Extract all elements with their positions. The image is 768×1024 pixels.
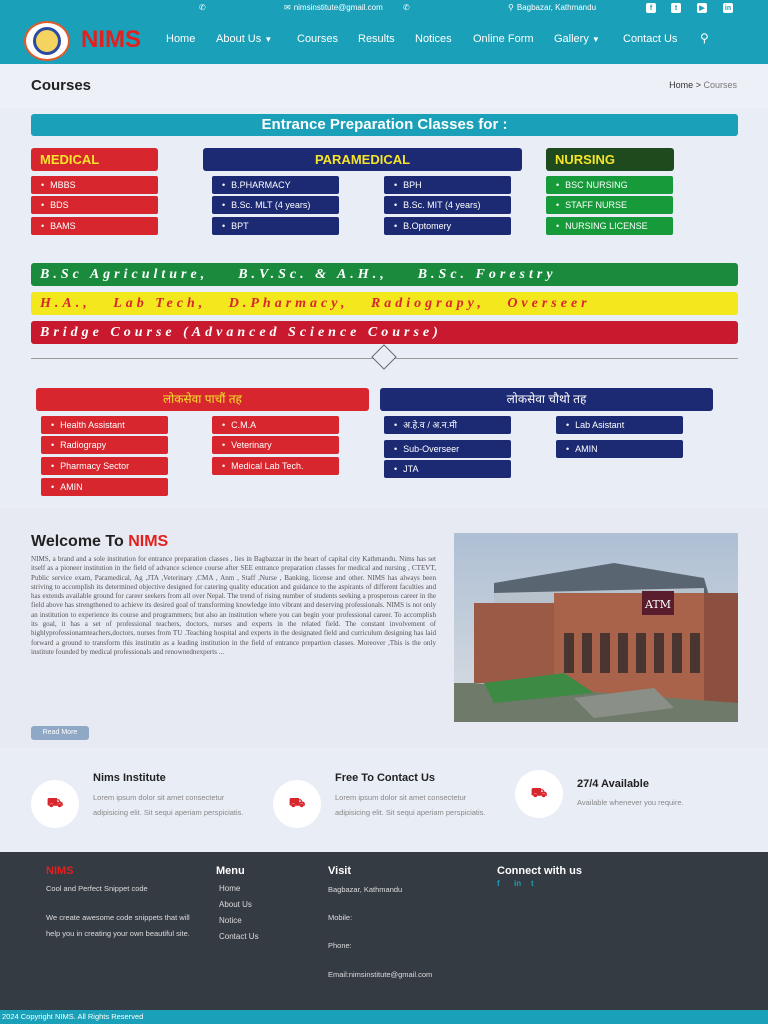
- course-staff-nurse[interactable]: • STAFF NURSE: [546, 196, 673, 214]
- loksewa-radiography[interactable]: • Radiograpy: [41, 436, 168, 454]
- course-bpharmacy[interactable]: • B.PHARMACY: [212, 176, 339, 194]
- page-header: [0, 64, 768, 108]
- footer-email[interactable]: Email:nimsinstitute@gmail.com: [328, 970, 433, 979]
- nav-about-label: About Us: [216, 33, 262, 45]
- diamond-ornament: [371, 344, 396, 369]
- linkedin-icon[interactable]: in: [724, 4, 732, 12]
- loksewa-jta[interactable]: • JTA: [384, 460, 511, 478]
- welcome-title-highlight: NIMS: [128, 533, 169, 550]
- course-bds[interactable]: • BDS: [31, 196, 158, 214]
- svg-text:ATM: ATM: [645, 598, 671, 611]
- bridge-course-strip: Bridge Course (Advanced Science Course): [31, 321, 738, 344]
- nursing-heading: NURSING: [546, 148, 674, 171]
- course-bpt[interactable]: • BPT: [212, 217, 339, 235]
- twitter-icon[interactable]: t: [671, 3, 681, 13]
- footer-desc-line-2: help you in creating your own beautiful site.: [46, 929, 190, 938]
- facebook-icon[interactable]: f: [497, 879, 500, 888]
- course-bsc-mit[interactable]: • B.Sc. MIT (4 years): [384, 196, 511, 214]
- brand-name[interactable]: NIMS: [81, 26, 141, 53]
- feature-text-3: Available whenever you require.: [577, 798, 684, 807]
- loksewa-ahw-anm[interactable]: • अ.हे.व / अ.न.मी: [384, 416, 511, 434]
- nims-logo[interactable]: [24, 21, 70, 61]
- ambulance-icon: ⛟: [273, 780, 321, 828]
- read-more-button[interactable]: Read More: [31, 726, 89, 740]
- twitter-icon[interactable]: t: [531, 879, 534, 888]
- top-contact-bar: [0, 0, 768, 17]
- course-bsc-mlt[interactable]: • B.Sc. MLT (4 years): [212, 196, 339, 214]
- search-icon[interactable]: ⚲: [700, 31, 709, 45]
- breadcrumb-home[interactable]: Home: [669, 80, 694, 90]
- course-bsc-nursing[interactable]: • BSC NURSING: [546, 176, 673, 194]
- nav-home[interactable]: Home: [166, 33, 196, 45]
- course-nursing-license[interactable]: • NURSING LICENSE: [546, 217, 673, 235]
- ambulance-icon: ⛟: [515, 770, 563, 818]
- feature-title-2: Free To Contact Us: [335, 772, 436, 784]
- footer: [0, 852, 768, 1010]
- feature-text-1: Lorem ipsum dolor sit amet consectetur adipisicing elit. Sit sequi aperiam perspiciatis.: [93, 793, 244, 817]
- location-item: [508, 3, 596, 12]
- loksewa-amin[interactable]: • AMIN: [41, 478, 168, 496]
- facebook-icon[interactable]: f: [646, 3, 656, 13]
- loksewa-fifth-heading: लोकसेवा पाचौं तह: [36, 388, 369, 411]
- loksewa-health-assistant[interactable]: • Health Assistant: [41, 416, 168, 434]
- copyright-bar: 2024 Copyright NIMS. All Rights Reserved: [0, 1010, 768, 1024]
- campus-building-image: [454, 533, 738, 722]
- course-bams[interactable]: • BAMS: [31, 217, 158, 235]
- footer-brand: NIMS: [46, 865, 74, 877]
- footer-link-notice[interactable]: Notice: [219, 916, 242, 925]
- breadcrumb-separator: >: [695, 80, 701, 90]
- footer-link-about[interactable]: About Us: [219, 900, 252, 909]
- phone-icon: ✆: [403, 3, 410, 12]
- paramedical-heading: PARAMEDICAL: [203, 148, 522, 171]
- loksewa-sub-overseer[interactable]: • Sub-Overseer: [384, 440, 511, 458]
- caret-down-icon: ▼: [591, 35, 600, 44]
- email-item[interactable]: [284, 3, 383, 12]
- footer-tagline: Cool and Perfect Snippet code: [46, 884, 148, 893]
- nav-results[interactable]: Results: [358, 33, 395, 45]
- feature-text-2: Lorem ipsum dolor sit amet consectetur adipisicing elit. Sit sequi aperiam perspiciatis.: [335, 793, 486, 817]
- loksewa-pharmacy-sector[interactable]: • Pharmacy Sector: [41, 457, 168, 475]
- linkedin-icon[interactable]: in: [514, 879, 522, 888]
- breadcrumb-current: Courses: [703, 80, 737, 90]
- loksewa-fourth-heading: लोकसेवा चौथो तह: [380, 388, 713, 411]
- course-mbbs[interactable]: • MBBS: [31, 176, 158, 194]
- nav-gallery-label: Gallery: [554, 33, 589, 45]
- loksewa-cma[interactable]: • C.M.A: [212, 416, 339, 434]
- location-pin-icon: ⚲: [508, 3, 514, 12]
- footer-menu-title: Menu: [216, 865, 245, 877]
- nav-gallery[interactable]: [554, 33, 600, 45]
- breadcrumb: [669, 80, 737, 90]
- welcome-text: NIMS, a brand and a sole institution for entrance preparation classes , lies in Bagbazzar in the heart of capital city Kathmandu. Nims has set itself as a pioneer institution in the field of advance science course after SEE entrance preparation classes for medical and nursing , CTEVT, Public service exam, Paramedical, Ag ,JTA ,Veterinary ,CMA , Anm , Staff ,Nurse , Banking, license and other. NIMS has always been striving to accomplish its determined objective designed for catering quality education and guidance to the aspirants of different faculties and has extends available ground for career seekers from all over Nepal. The trend of rising number of students seeking a prosperous career in the field above has strengthened to achieve its desired goal of transforming knowledge into vibrant and deserving professionals. NIMS is not only an institution to experience its course and programmers; but also an institution where you can begin your professional career. To accomplish its goal, it has a set of professional teachers, doctors, nurses and experts in the related field. The constant involvement of highlyprofessionamteachers,doctors, nurses from TU .Teaching hospital and experts in the designated field and curriculum designing has laid forward a ground to transform this institutin as a leading institution in the field of entrance prepartion classes. Moreover ,This is the only institute founded by medical professionals and renownednexperts ...: [31, 555, 436, 656]
- loksewa-veterinary[interactable]: • Veterinary: [212, 436, 339, 454]
- location-text: Bagbazar, Kathmandu: [516, 3, 597, 12]
- footer-connect-title: Connect with us: [497, 865, 582, 877]
- caret-down-icon: ▼: [264, 35, 273, 44]
- agriculture-strip: B.Sc Agriculture, B.V.Sc. & A.H., B.Sc. Forestry: [31, 263, 738, 286]
- welcome-title-prefix: Welcome To: [31, 533, 124, 550]
- page-title: Courses: [31, 77, 92, 94]
- paramedical-strip: H.A., Lab Tech, D.Pharmacy, Radiograpy, Overseer: [31, 292, 738, 315]
- footer-visit-title: Visit: [328, 865, 352, 877]
- medical-heading: MEDICAL: [31, 148, 158, 171]
- footer-phone: Phone:: [328, 941, 352, 950]
- nav-online-form[interactable]: Online Form: [473, 33, 534, 45]
- main-navbar: [0, 17, 768, 64]
- footer-link-home[interactable]: Home: [219, 884, 241, 893]
- nav-courses[interactable]: Courses: [297, 33, 338, 45]
- phone-item-2: [403, 3, 410, 12]
- nav-notices[interactable]: Notices: [415, 33, 452, 45]
- loksewa-lab-assistant[interactable]: • Lab Asistant: [556, 416, 683, 434]
- email-text: nimsinstitute@gmail.com: [293, 3, 383, 12]
- course-boptometry[interactable]: • B.Optomery: [384, 217, 511, 235]
- welcome-title: [31, 533, 168, 551]
- mail-icon: ✉: [284, 3, 291, 12]
- welcome-section: [0, 508, 768, 748]
- footer-desc-line-1: We create awesome code snippets that will: [46, 913, 190, 922]
- footer-address: Bagbazar, Kathmandu: [328, 885, 403, 894]
- youtube-icon[interactable]: ▶: [697, 3, 707, 13]
- loksewa-amin-4[interactable]: • AMIN: [556, 440, 683, 458]
- entrance-banner: Entrance Preparation Classes for :: [31, 114, 738, 136]
- nav-about-us[interactable]: [216, 33, 272, 45]
- phone-icon: ✆: [199, 3, 206, 12]
- course-bph[interactable]: • BPH: [384, 176, 511, 194]
- feature-title-1: Nims Institute: [93, 772, 166, 784]
- footer-link-contact[interactable]: Contact Us: [219, 932, 259, 941]
- ambulance-icon: ⛟: [31, 780, 79, 828]
- feature-title-3: 27/4 Available: [577, 778, 649, 790]
- footer-mobile: Mobile:: [328, 913, 353, 922]
- phone-item: [199, 3, 206, 12]
- loksewa-medical-lab-tech[interactable]: • Medical Lab Tech.: [212, 457, 339, 475]
- nav-contact-us[interactable]: Contact Us: [623, 33, 678, 45]
